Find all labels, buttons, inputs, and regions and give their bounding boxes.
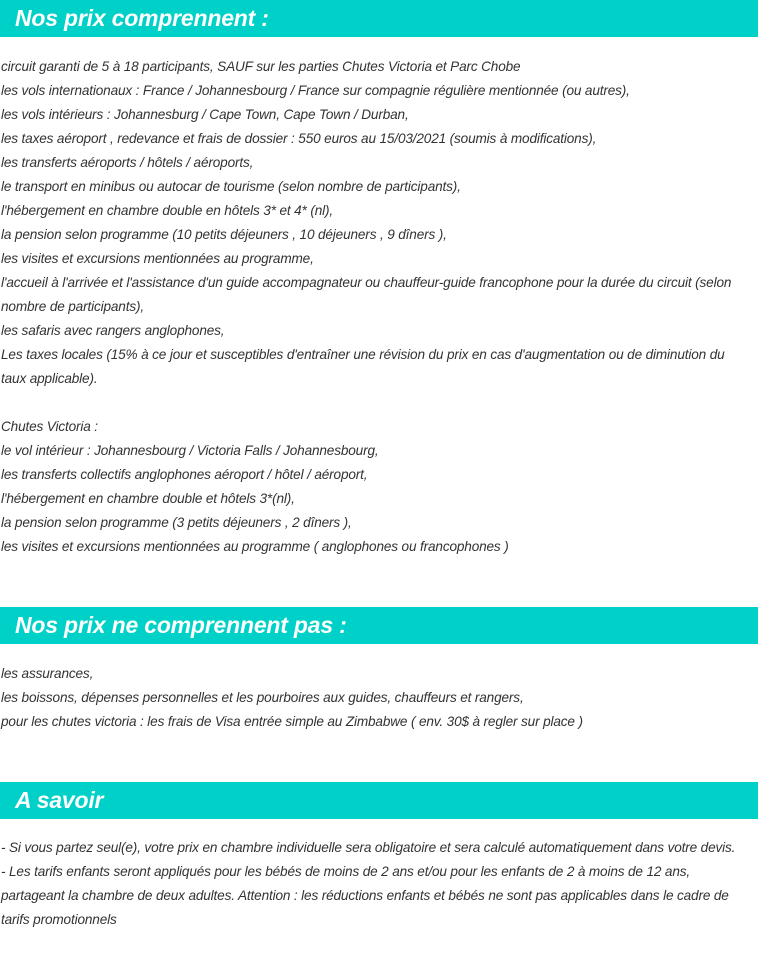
included-heading: Nos prix comprennent : bbox=[0, 0, 758, 37]
spacer bbox=[1, 391, 752, 415]
victoria-line: le vol intérieur : Johannesbourg / Victoria Falls / Johannesbourg, bbox=[1, 443, 379, 458]
excluded-line: les assurances, bbox=[1, 666, 94, 681]
savoir-line: - Les tarifs enfants seront appliqués pour les bébés de moins de 2 ans et/ou pour les enfants de 2 à moins de 12 ans, partageant la chambre de deux adultes. Attention : les réductions enfants et bébés ne sont pas applicables dans le cadre de tarifs promotionnels bbox=[1, 864, 729, 927]
savoir-heading: A savoir bbox=[0, 782, 758, 819]
included-line: les transferts aéroports / hôtels / aéroports, bbox=[1, 155, 254, 170]
savoir-section bbox=[0, 782, 758, 932]
included-line: Les taxes locales (15% à ce jour et susceptibles d'entraîner une révision du prix en cas d'augmentation ou de diminution du taux applicable). bbox=[1, 347, 725, 386]
included-line: l'accueil à l'arrivée et l'assistance d'un guide accompagnateur ou chauffeur-guide francophone pour la durée du circuit (selon nombre de participants), bbox=[1, 275, 732, 314]
included-line: la pension selon programme (10 petits déjeuners , 10 déjeuners , 9 dîners ), bbox=[1, 227, 447, 242]
excluded-list bbox=[0, 662, 758, 734]
victoria-line: les visites et excursions mentionnées au programme ( anglophones ou francophones ) bbox=[1, 539, 509, 554]
included-line: les vols intérieurs : Johannesburg / Cape Town, Cape Town / Durban, bbox=[1, 107, 409, 122]
victoria-line: les transferts collectifs anglophones aéroport / hôtel / aéroport, bbox=[1, 467, 368, 482]
excluded-line: les boissons, dépenses personnelles et les pourboires aux guides, chauffeurs et rangers, bbox=[1, 690, 524, 705]
included-line: les visites et excursions mentionnées au programme, bbox=[1, 251, 314, 266]
victoria-line: l'hébergement en chambre double et hôtels 3*(nl), bbox=[1, 491, 295, 506]
included-line: circuit garanti de 5 à 18 participants, SAUF sur les parties Chutes Victoria et Parc Chobe bbox=[1, 59, 521, 74]
included-line: les safaris avec rangers anglophones, bbox=[1, 323, 225, 338]
included-line: le transport en minibus ou autocar de tourisme (selon nombre de participants), bbox=[1, 179, 461, 194]
victoria-heading: Chutes Victoria : bbox=[1, 419, 98, 434]
included-line: l'hébergement en chambre double en hôtels 3* et 4* (nl), bbox=[1, 203, 333, 218]
included-line: les taxes aéroport , redevance et frais de dossier : 550 euros au 15/03/2021 (soumis à modifications), bbox=[1, 131, 597, 146]
excluded-heading: Nos prix ne comprennent pas : bbox=[0, 607, 758, 644]
included-list bbox=[0, 55, 758, 559]
savoir-line: - Si vous partez seul(e), votre prix en chambre individuelle sera obligatoire et sera calculé automatiquement dans votre devis. bbox=[1, 840, 736, 855]
victoria-line: la pension selon programme (3 petits déjeuners , 2 dîners ), bbox=[1, 515, 352, 530]
excluded-section bbox=[0, 607, 758, 734]
included-line: les vols internationaux : France / Johannesbourg / France sur compagnie régulière mentionnée (ou autres), bbox=[1, 83, 630, 98]
excluded-line: pour les chutes victoria : les frais de Visa entrée simple au Zimbabwe ( env. 30$ à regler sur place ) bbox=[1, 714, 583, 729]
savoir-list bbox=[0, 836, 758, 932]
